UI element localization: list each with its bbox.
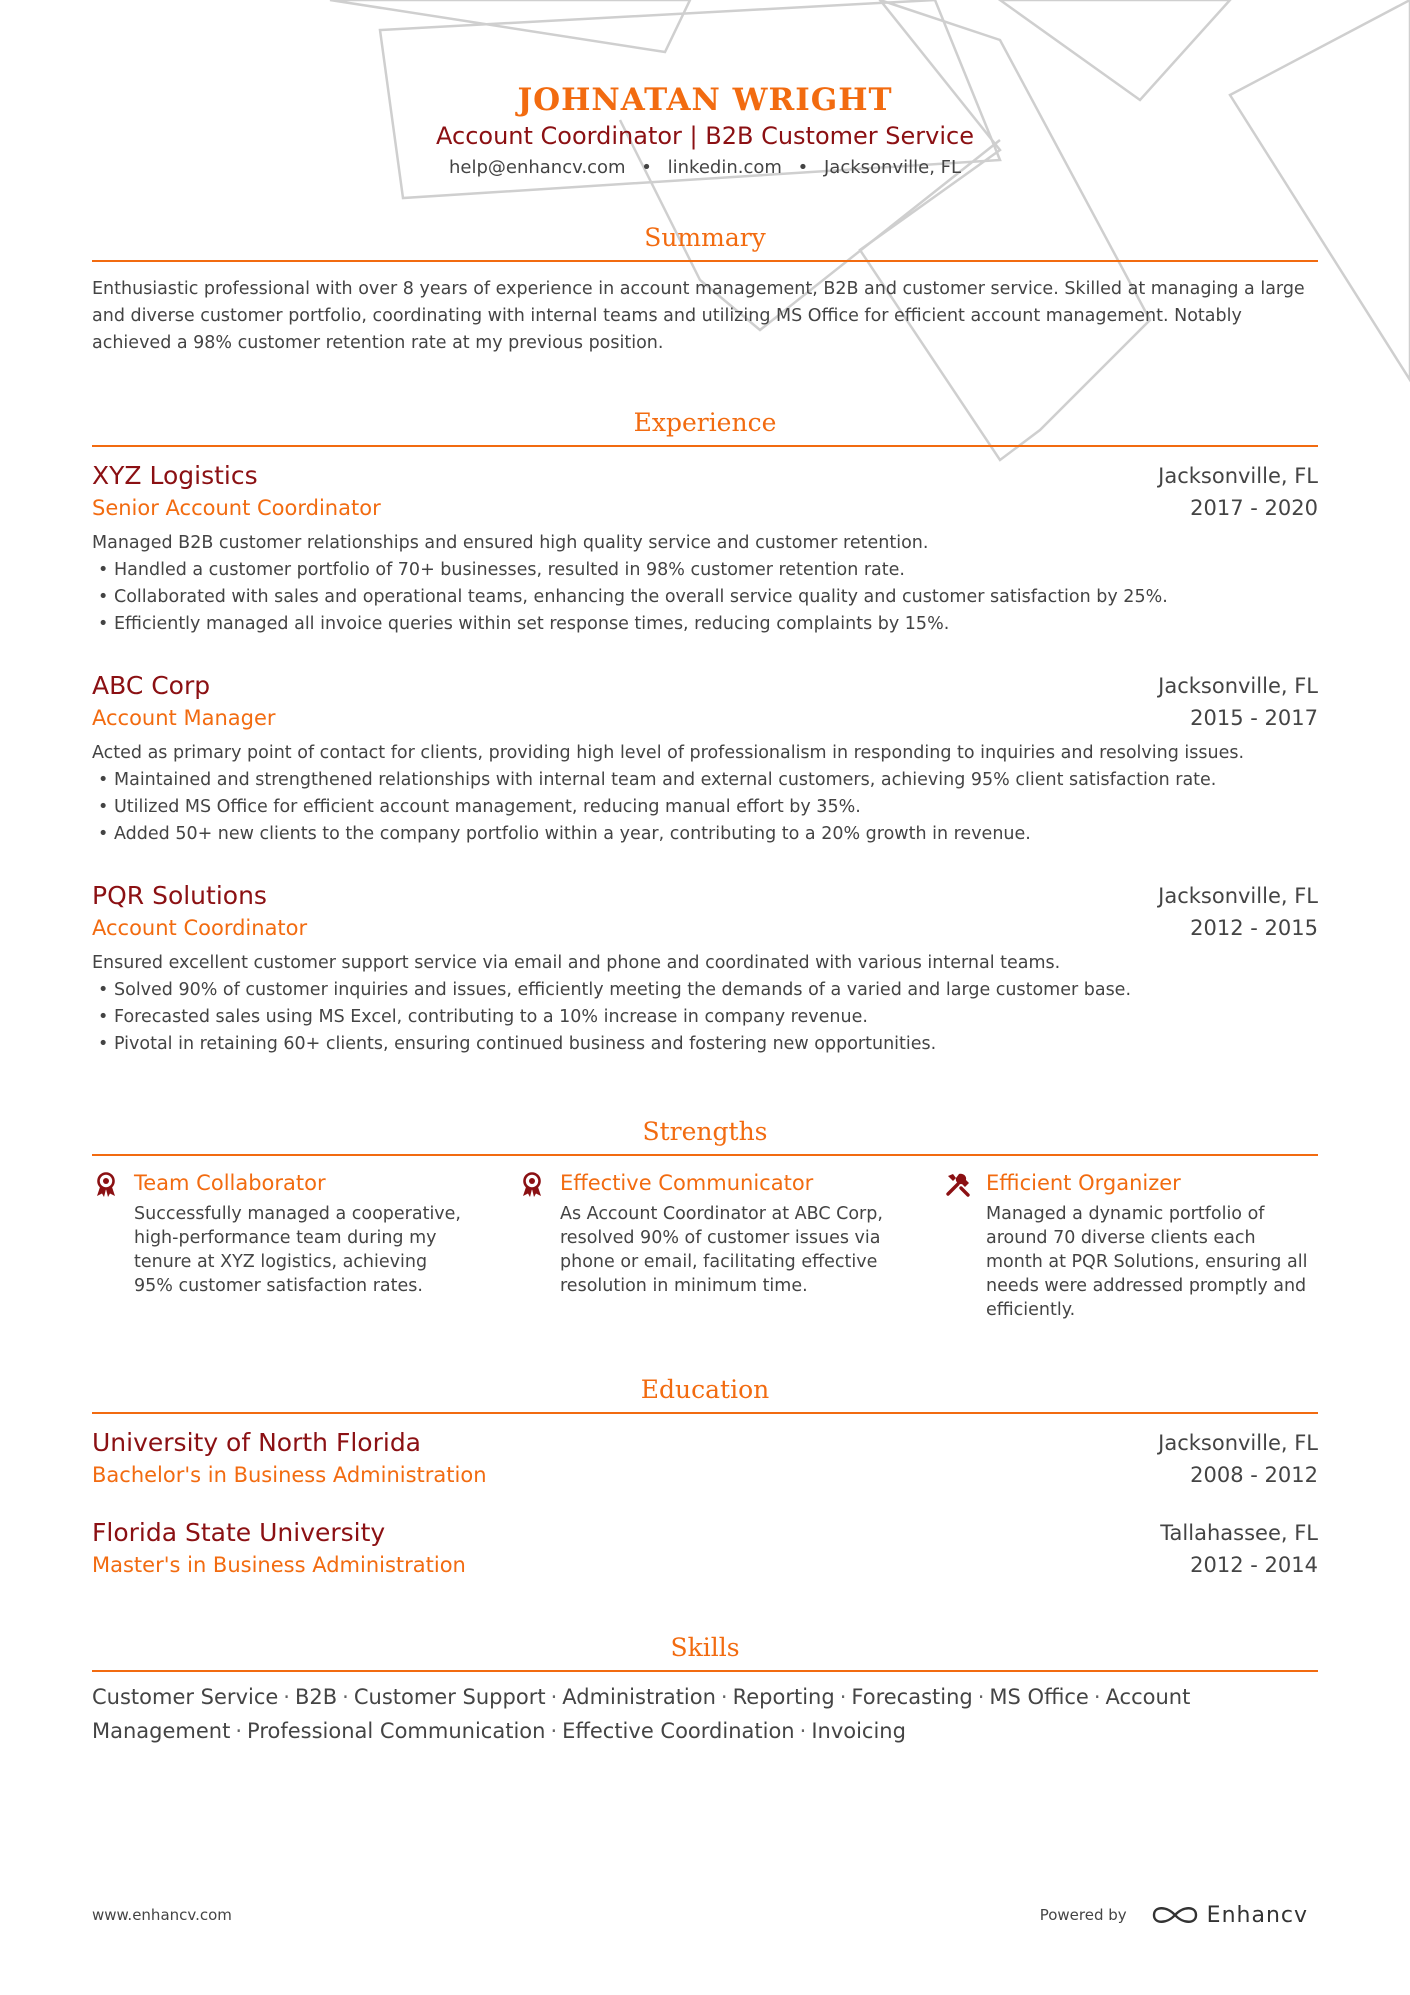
skill-separator: · [342, 1685, 349, 1709]
contact-email[interactable]: help@enhancv.com [448, 157, 626, 178]
skill-item: Customer Support [353, 1685, 546, 1709]
strength-description: As Account Coordinator at ABC Corp, resolved 90% of customer issues via phone or email, facilitating effective resolution in minimum time. [560, 1204, 883, 1296]
strength-title: Efficient Organizer [986, 1171, 1181, 1195]
job-bullets [92, 767, 1318, 848]
skill-separator: · [977, 1685, 985, 1709]
job-bullet: • Utilized MS Office for efficient account management, reducing manual effort by 35%. [98, 797, 861, 817]
experience-entry [92, 880, 1318, 1058]
award-icon [92, 1170, 120, 1198]
contact-line [0, 154, 1410, 182]
school-name: University of North Florida [92, 1428, 422, 1457]
education-heading [92, 1370, 1318, 1414]
resume-header [0, 80, 1410, 182]
skill-item: Effective Coordination [562, 1719, 795, 1743]
tools-icon [944, 1170, 972, 1198]
education-heading-text: Education [640, 1375, 770, 1404]
education-entry [92, 1427, 1318, 1491]
candidate-name: JOHNATAN WRIGHT [517, 82, 893, 118]
degree-name: Bachelor's in Business Administration [92, 1463, 487, 1487]
powered-by-label: Powered by [1039, 1906, 1127, 1924]
skill-separator: · [283, 1685, 290, 1709]
job-bullet: • Collaborated with sales and operational teams, enhancing the overall service quality and customer satisfaction by 25%. [98, 587, 1168, 607]
job-dates: 2017 - 2020 [1190, 496, 1318, 520]
bullet-text: Collaborated with sales and operational teams, enhancing the overall service quality and customer satisfaction by 25%. [114, 587, 1168, 607]
summary-text: Enthusiastic professional with over 8 years of experience in account management, B2B and customer service. Skilled at managing a large and diverse customer portfolio, coordinating with internal teams and utilizing MS Office for efficient account management. Notably achieved a 98% customer retention rate at my previous position. [92, 279, 1305, 353]
enhancv-logo-icon [1151, 1902, 1199, 1928]
skill-item: Administration [562, 1685, 716, 1709]
strength-title: Effective Communicator [560, 1171, 814, 1195]
education-dates: 2012 - 2014 [1190, 1553, 1318, 1577]
degree-name: Master's in Business Administration [92, 1553, 466, 1577]
job-bullet: • Handled a customer portfolio of 70+ businesses, resulted in 98% customer retention rate. [98, 560, 905, 580]
strength-description: Successfully managed a cooperative, high-performance team during my tenure at XYZ logistics, achieving 95% customer satisfaction rates. [134, 1204, 461, 1296]
job-bullet: • Efficiently managed all invoice queries within set response times, reducing complaints by 15%. [98, 614, 950, 634]
skill-item: Account Management [92, 1685, 1191, 1743]
bullet-text: Pivotal in retaining 60+ clients, ensuring continued business and fostering new opportunities. [114, 1034, 937, 1054]
experience-entry [92, 670, 1318, 848]
bullet-text: Efficiently managed all invoice queries within set response times, reducing complaints by 15%. [114, 614, 950, 634]
summary-heading-text: Summary [644, 223, 766, 252]
job-bullets [92, 557, 1318, 638]
skill-separator: · [839, 1685, 847, 1709]
strengths-heading [92, 1112, 1318, 1156]
job-bullet: • Added 50+ new clients to the company portfolio within a year, contributing to a 20% growth in revenue. [98, 824, 1031, 844]
company-name: ABC Corp [92, 671, 211, 700]
skill-item: MS Office [989, 1685, 1089, 1709]
job-bullet: • Maintained and strengthened relationships with internal team and external customers, achieving 95% client satisfaction rate. [98, 770, 1217, 790]
brand-name: Enhancv [1206, 1902, 1308, 1928]
skill-item: Customer Service [92, 1685, 279, 1709]
job-bullet: • Pivotal in retaining 60+ clients, ensuring continued business and fostering new opportunities. [98, 1034, 937, 1054]
job-role: Senior Account Coordinator [92, 496, 381, 520]
bullet-text: Added 50+ new clients to the company portfolio within a year, contributing to a 20% growth in revenue. [114, 824, 1031, 844]
job-location: Jacksonville, FL [1158, 884, 1318, 908]
strength-description: Managed a dynamic portfolio of around 70 diverse clients each month at PQR Solutions, ensuring all needs were addressed promptly and efficiently. [986, 1204, 1308, 1320]
school-location: Jacksonville, FL [1158, 1431, 1318, 1455]
job-location: Jacksonville, FL [1158, 674, 1318, 698]
job-description: Ensured excellent customer support service via email and phone and coordinated with various internal teams. [92, 953, 1061, 973]
skills-heading-text: Skills [670, 1633, 740, 1662]
education-dates: 2008 - 2012 [1190, 1463, 1318, 1487]
strengths-heading-text: Strengths [642, 1117, 768, 1146]
skill-separator: · [550, 1685, 558, 1709]
school-location: Tallahassee, FL [1160, 1521, 1318, 1545]
skill-separator: · [550, 1719, 558, 1743]
job-bullets [92, 977, 1318, 1058]
candidate-title: Account Coordinator | B2B Customer Service [436, 122, 974, 150]
bullet-text: Forecasted sales using MS Excel, contributing to a 10% increase in company revenue. [114, 1007, 868, 1027]
skill-separator: · [720, 1685, 728, 1709]
job-role: Account Manager [92, 706, 276, 730]
job-location: Jacksonville, FL [1158, 464, 1318, 488]
job-dates: 2015 - 2017 [1190, 706, 1318, 730]
skill-item: Forecasting [851, 1685, 973, 1709]
job-role: Account Coordinator [92, 916, 308, 940]
award-icon [518, 1170, 546, 1198]
bullet-text: Handled a customer portfolio of 70+ businesses, resulted in 98% customer retention rate. [114, 560, 905, 580]
strength-title: Team Collaborator [134, 1171, 326, 1195]
skill-item: Professional Communication [247, 1719, 546, 1743]
job-description: Acted as primary point of contact for clients, providing high level of professionalism in responding to inquiries and resolving issues. [92, 743, 1245, 763]
footer-website[interactable]: www.enhancv.com [92, 1906, 232, 1924]
job-dates: 2012 - 2015 [1190, 916, 1318, 940]
bullet-text: Maintained and strengthened relationships with internal team and external customers, achieving 95% client satisfaction rate. [114, 770, 1217, 790]
bullet-text: Solved 90% of customer inquiries and issues, efficiently meeting the demands of a varied and large customer base. [114, 980, 1132, 1000]
contact-location: Jacksonville, FL [824, 157, 962, 178]
job-description: Managed B2B customer relationships and ensured high quality service and customer retention. [92, 533, 929, 553]
skill-item: B2B [294, 1685, 338, 1709]
contact-separator: • [797, 157, 809, 178]
skill-item: Reporting [732, 1685, 835, 1709]
bullet-text: Utilized MS Office for efficient account management, reducing manual effort by 35%. [114, 797, 861, 817]
education-entry [92, 1517, 1318, 1581]
experience-heading-text: Experience [633, 408, 777, 437]
summary-heading [92, 218, 1318, 262]
experience-entry [92, 460, 1318, 638]
contact-linkedin[interactable]: linkedin.com [667, 157, 782, 178]
footer-branding [1040, 1898, 1308, 1932]
skills-heading [92, 1628, 1318, 1672]
job-bullet: • Solved 90% of customer inquiries and issues, efficiently meeting the demands of a varied and large customer base. [98, 980, 1132, 1000]
contact-separator: • [641, 157, 652, 178]
school-name: Florida State University [92, 1518, 386, 1547]
skill-separator: · [1093, 1685, 1101, 1709]
company-name: XYZ Logistics [92, 461, 258, 490]
company-name: PQR Solutions [92, 881, 267, 910]
skills-list [92, 1680, 1318, 1748]
experience-heading [92, 403, 1318, 447]
job-bullet: • Forecasted sales using MS Excel, contributing to a 10% increase in company revenue. [98, 1007, 868, 1027]
skill-separator: · [235, 1719, 243, 1743]
skill-separator: · [799, 1719, 807, 1743]
skill-item: Invoicing [811, 1719, 906, 1743]
